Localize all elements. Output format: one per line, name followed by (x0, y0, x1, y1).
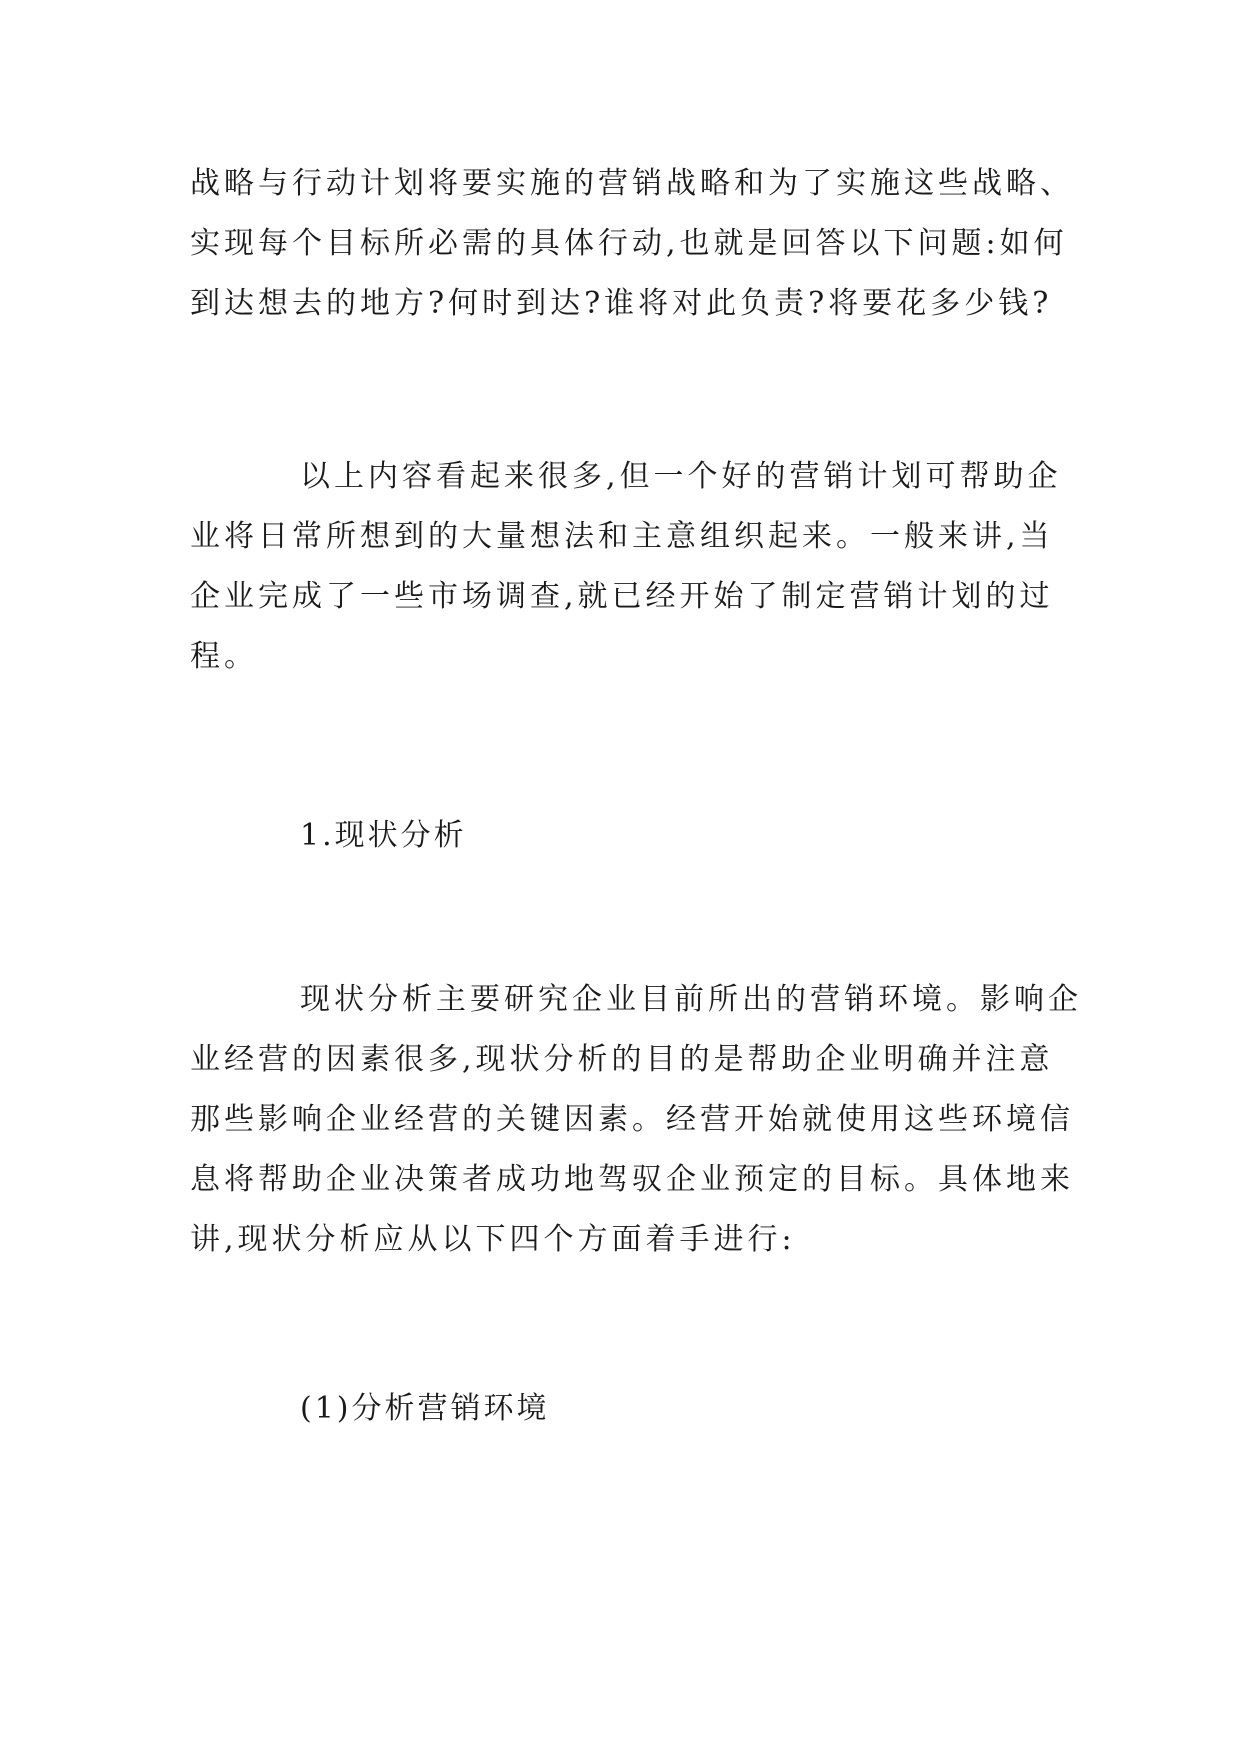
paragraph-marketing-plan-overview (190, 447, 1060, 687)
paragraph-line: 以上内容看起来很多,但一个好的营销计划可帮助企 (300, 459, 1062, 494)
paragraph-line: 企业完成了一些市场调查,就已经开始了制定营销计划的过 (190, 579, 1054, 614)
paragraph-situation-analysis (190, 970, 1082, 1270)
paragraph-line: 业将日常所想到的大量想法和主意组织起来。一般来讲,当 (190, 519, 1054, 554)
paragraph-line: 实现每个目标所必需的具体行动,也就是回答以下问题:如何 (190, 226, 1068, 261)
paragraph-line: 讲,现状分析应从以下四个方面着手进行: (190, 1222, 796, 1257)
paragraph-line: 到达想去的地方?何时到达?谁将对此负责?将要花多少钱? (190, 286, 1053, 321)
paragraph-line: 息将帮助企业决策者成功地驾驭企业预定的目标。具体地来 (190, 1162, 1074, 1197)
paragraph-strategy-action-plan (190, 154, 1074, 334)
paragraph-line: 业经营的因素很多,现状分析的目的是帮助企业明确并注意 (190, 1042, 1054, 1077)
section-heading-situation-analysis: 1.现状分析 (300, 818, 467, 853)
paragraph-line: 那些影响企业经营的关键因素。经营开始就使用这些环境信 (190, 1102, 1074, 1137)
paragraph-line: 程。 (190, 639, 258, 674)
paragraph-line: 战略与行动计划将要实施的营销战略和为了实施这些战略、 (190, 166, 1074, 201)
subsection-heading-marketing-environment: (1)分析营销环境 (300, 1391, 550, 1426)
paragraph-line: 现状分析主要研究企业目前所出的营销环境。影响企 (300, 982, 1082, 1017)
